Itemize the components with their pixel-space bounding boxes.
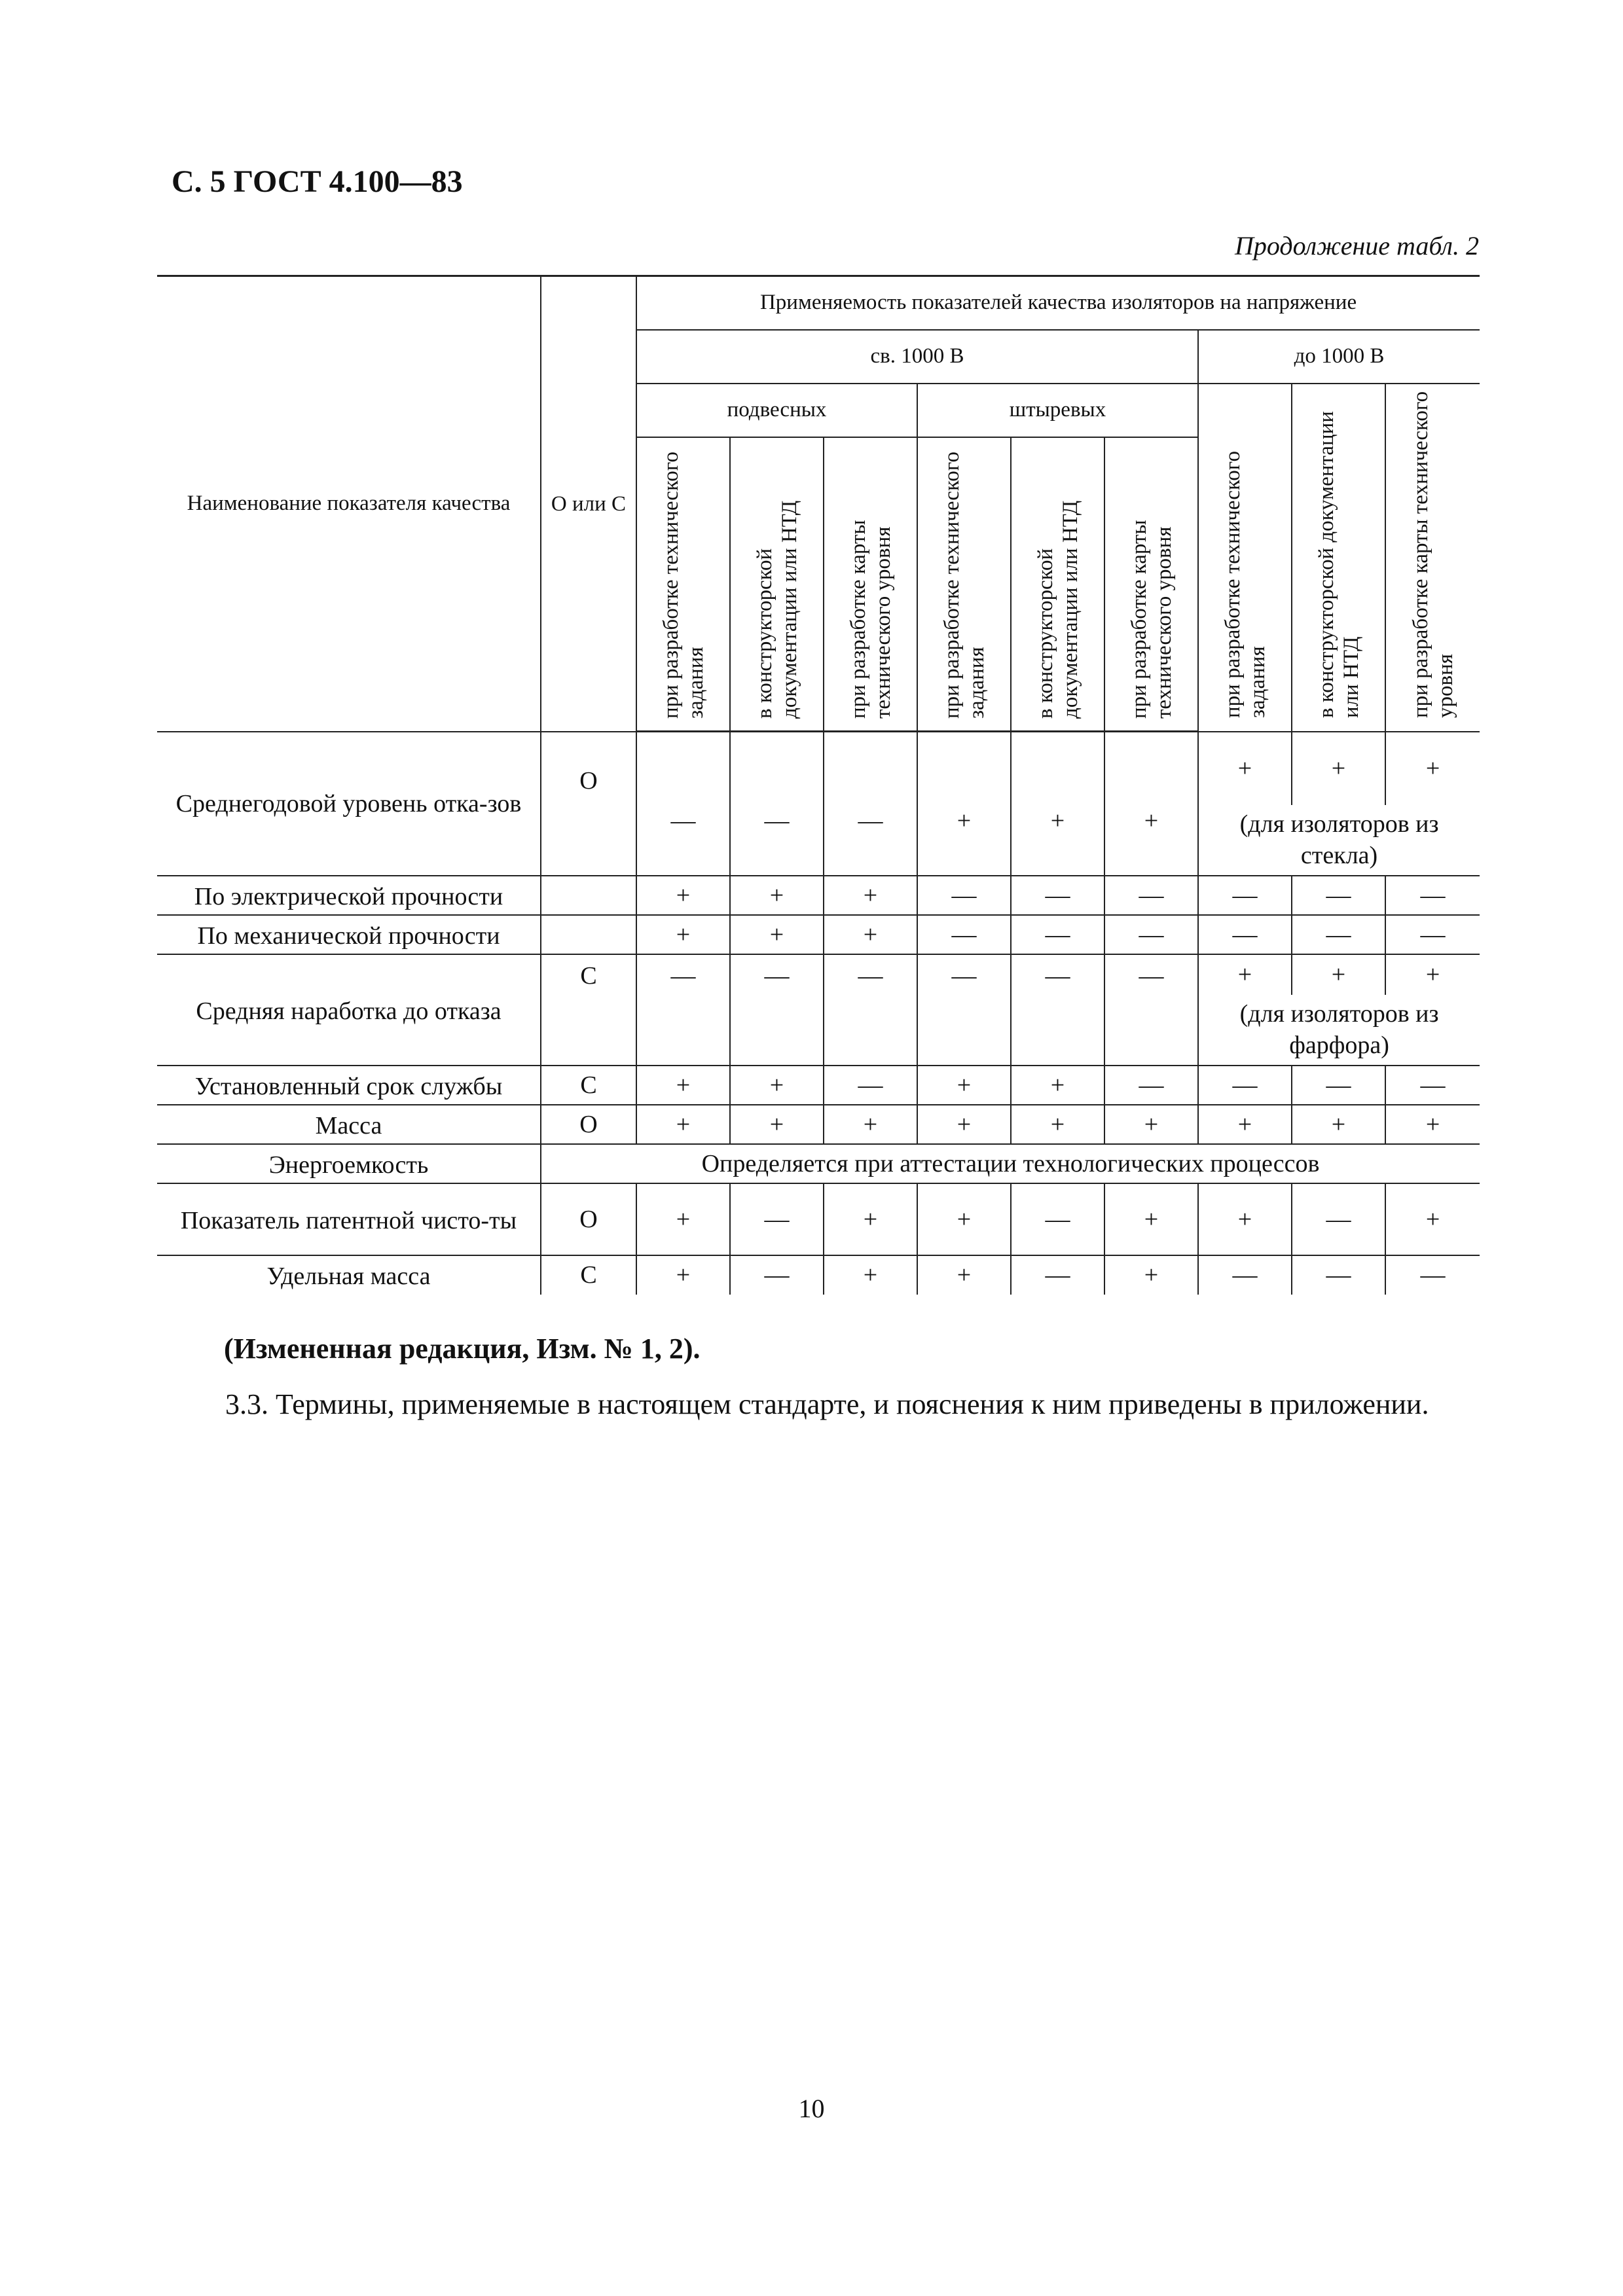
mark-cell: — xyxy=(1104,1066,1198,1105)
mark-cell: — xyxy=(1198,1255,1292,1295)
mark-cell: — xyxy=(730,1255,824,1295)
mark-cell: — xyxy=(730,1183,824,1255)
row-oc xyxy=(541,915,636,954)
mark-cell: + xyxy=(824,1255,917,1295)
row-oc: С xyxy=(541,1255,636,1295)
mark-cell: + xyxy=(1385,732,1480,805)
mark-cell: — xyxy=(917,915,1011,954)
mark-cell: — xyxy=(1292,1066,1385,1105)
mark-cell: + xyxy=(636,1255,730,1295)
mark-cell: + xyxy=(1198,954,1292,995)
mark-cell: + xyxy=(636,1183,730,1255)
mark-cell: — xyxy=(1385,915,1480,954)
mark-cell: — xyxy=(1198,876,1292,915)
row-oc xyxy=(541,876,636,915)
table-row xyxy=(157,1255,1480,1295)
row-oc: С xyxy=(541,1066,636,1105)
mark-cell: — xyxy=(1104,915,1198,954)
mark-cell: + xyxy=(824,915,917,954)
mark-cell: + xyxy=(917,732,1011,876)
mark-cell: + xyxy=(1385,1183,1480,1255)
mark-cell: — xyxy=(824,732,917,876)
col-oc-header: О или С xyxy=(541,276,636,732)
table-row xyxy=(157,732,1480,805)
row-name: По механической прочности xyxy=(157,915,541,954)
table-continuation-label: Продолжение табл. 2 xyxy=(1234,231,1479,260)
mark-cell: + xyxy=(730,915,824,954)
mark-cell: + xyxy=(824,1105,917,1144)
row-note: (для изоляторов из стекла) xyxy=(1198,805,1480,876)
mark-cell: + xyxy=(636,915,730,954)
table-row xyxy=(157,915,1480,954)
row-note: (для изоляторов из фарфора) xyxy=(1198,995,1480,1066)
table-row xyxy=(157,1105,1480,1144)
page-header: С. 5 ГОСТ 4.100—83 xyxy=(172,164,463,199)
mark-cell: — xyxy=(1011,1255,1104,1295)
mark-cell: — xyxy=(824,954,917,1066)
mark-cell: — xyxy=(1385,1255,1480,1295)
mark-cell: + xyxy=(917,1066,1011,1105)
mark-cell: + xyxy=(1104,1183,1198,1255)
mark-cell: + xyxy=(730,876,824,915)
mark-cell: + xyxy=(1011,1105,1104,1144)
mark-cell: + xyxy=(730,1105,824,1144)
mark-cell: — xyxy=(1292,915,1385,954)
mark-cell: — xyxy=(1104,876,1198,915)
table-row xyxy=(157,1183,1480,1255)
mark-cell: + xyxy=(1292,1105,1385,1144)
mark-cell: + xyxy=(1198,1105,1292,1144)
stage-header-2: в конструкторской документации или НТД xyxy=(730,437,824,732)
mark-cell: + xyxy=(917,1183,1011,1255)
row-name: Средняя наработка до отказа xyxy=(157,954,541,1066)
stage-header-5: в конструкторской документации или НТД xyxy=(1011,437,1104,732)
mark-cell: — xyxy=(1198,915,1292,954)
mark-cell: + xyxy=(636,876,730,915)
stage-header-1: при разработке технического задания xyxy=(636,437,730,732)
mark-cell: — xyxy=(917,876,1011,915)
row-oc: О xyxy=(541,732,636,876)
mark-cell: + xyxy=(1104,1255,1198,1295)
table-row xyxy=(157,954,1480,995)
mark-cell: — xyxy=(1104,954,1198,1066)
stage-header-4: при разработке технического задания xyxy=(917,437,1011,732)
stage-header-8: в конструкторской документации или НТД xyxy=(1292,384,1385,732)
mark-cell: + xyxy=(1104,732,1198,876)
mark-cell: + xyxy=(1011,1066,1104,1105)
mark-cell: — xyxy=(636,732,730,876)
row-name: Установленный срок службы xyxy=(157,1066,541,1105)
stage-header-7: при разработке технического задания xyxy=(1198,384,1292,732)
mark-cell: + xyxy=(636,1066,730,1105)
voltage-up-to-1000-header: до 1000 В xyxy=(1198,330,1480,384)
mark-cell: + xyxy=(917,1105,1011,1144)
col-name-header: Наименование показателя качества xyxy=(157,276,541,732)
row-name: Удельная масса xyxy=(157,1255,541,1295)
table-row xyxy=(157,1144,1480,1183)
row-oc: О xyxy=(541,1105,636,1144)
mark-cell: — xyxy=(1011,1183,1104,1255)
voltage-above-1000-header: св. 1000 В xyxy=(636,330,1198,384)
paragraph-3-3: 3.3. Термины, применяемые в настоящем стандарте, и пояснения к ним приведены в приложении. xyxy=(225,1388,1429,1420)
mark-cell: + xyxy=(1292,732,1385,805)
mark-cell: + xyxy=(824,876,917,915)
mark-cell: — xyxy=(1011,954,1104,1066)
mark-cell: — xyxy=(636,954,730,1066)
mark-cell: + xyxy=(1292,954,1385,995)
pin-header: штыревых xyxy=(917,384,1198,437)
mark-cell: + xyxy=(1198,1183,1292,1255)
row-name: По электрической прочности xyxy=(157,876,541,915)
stage-header-6: при разработке карты технического уровня xyxy=(1104,437,1198,732)
suspension-header: подвесных xyxy=(636,384,917,437)
merged-cell: Определяется при аттестации технологических процессов xyxy=(541,1144,1480,1183)
row-name: Энергоемкость xyxy=(157,1144,541,1183)
row-name: Масса xyxy=(157,1105,541,1144)
mark-cell: + xyxy=(1011,732,1104,876)
mark-cell: — xyxy=(824,1066,917,1105)
mark-cell: + xyxy=(1104,1105,1198,1144)
mark-cell: — xyxy=(730,954,824,1066)
stage-header-9: при разработке карты технического уровня xyxy=(1385,384,1480,732)
row-oc: С xyxy=(541,954,636,1066)
applicability-table xyxy=(157,275,1480,1295)
row-oc: О xyxy=(541,1183,636,1255)
table-row xyxy=(157,876,1480,915)
mark-cell: — xyxy=(1011,915,1104,954)
row-name: Среднегодовой уровень отка-зов xyxy=(157,732,541,876)
mark-cell: + xyxy=(1198,732,1292,805)
mark-cell: + xyxy=(1385,954,1480,995)
mark-cell: + xyxy=(917,1255,1011,1295)
stage-header-3: при разработке карты технического уровня xyxy=(824,437,917,732)
mark-cell: — xyxy=(1011,876,1104,915)
mark-cell: — xyxy=(1198,1066,1292,1105)
mark-cell: — xyxy=(730,732,824,876)
mark-cell: + xyxy=(1385,1105,1480,1144)
mark-cell: — xyxy=(1292,1183,1385,1255)
edited-note: (Измененная редакция, Изм. № 1, 2). xyxy=(224,1333,701,1365)
row-name: Показатель патентной чисто-ты xyxy=(157,1183,541,1255)
mark-cell: + xyxy=(824,1183,917,1255)
mark-cell: — xyxy=(917,954,1011,1066)
group-header: Применяемость показателей качества изоляторов на напряжение xyxy=(636,276,1480,330)
mark-cell: + xyxy=(730,1066,824,1105)
table-row xyxy=(157,1066,1480,1105)
page-number: 10 xyxy=(798,2094,825,2123)
mark-cell: — xyxy=(1385,1066,1480,1105)
mark-cell: — xyxy=(1292,876,1385,915)
mark-cell: — xyxy=(1385,876,1480,915)
mark-cell: — xyxy=(1292,1255,1385,1295)
mark-cell: + xyxy=(636,1105,730,1144)
